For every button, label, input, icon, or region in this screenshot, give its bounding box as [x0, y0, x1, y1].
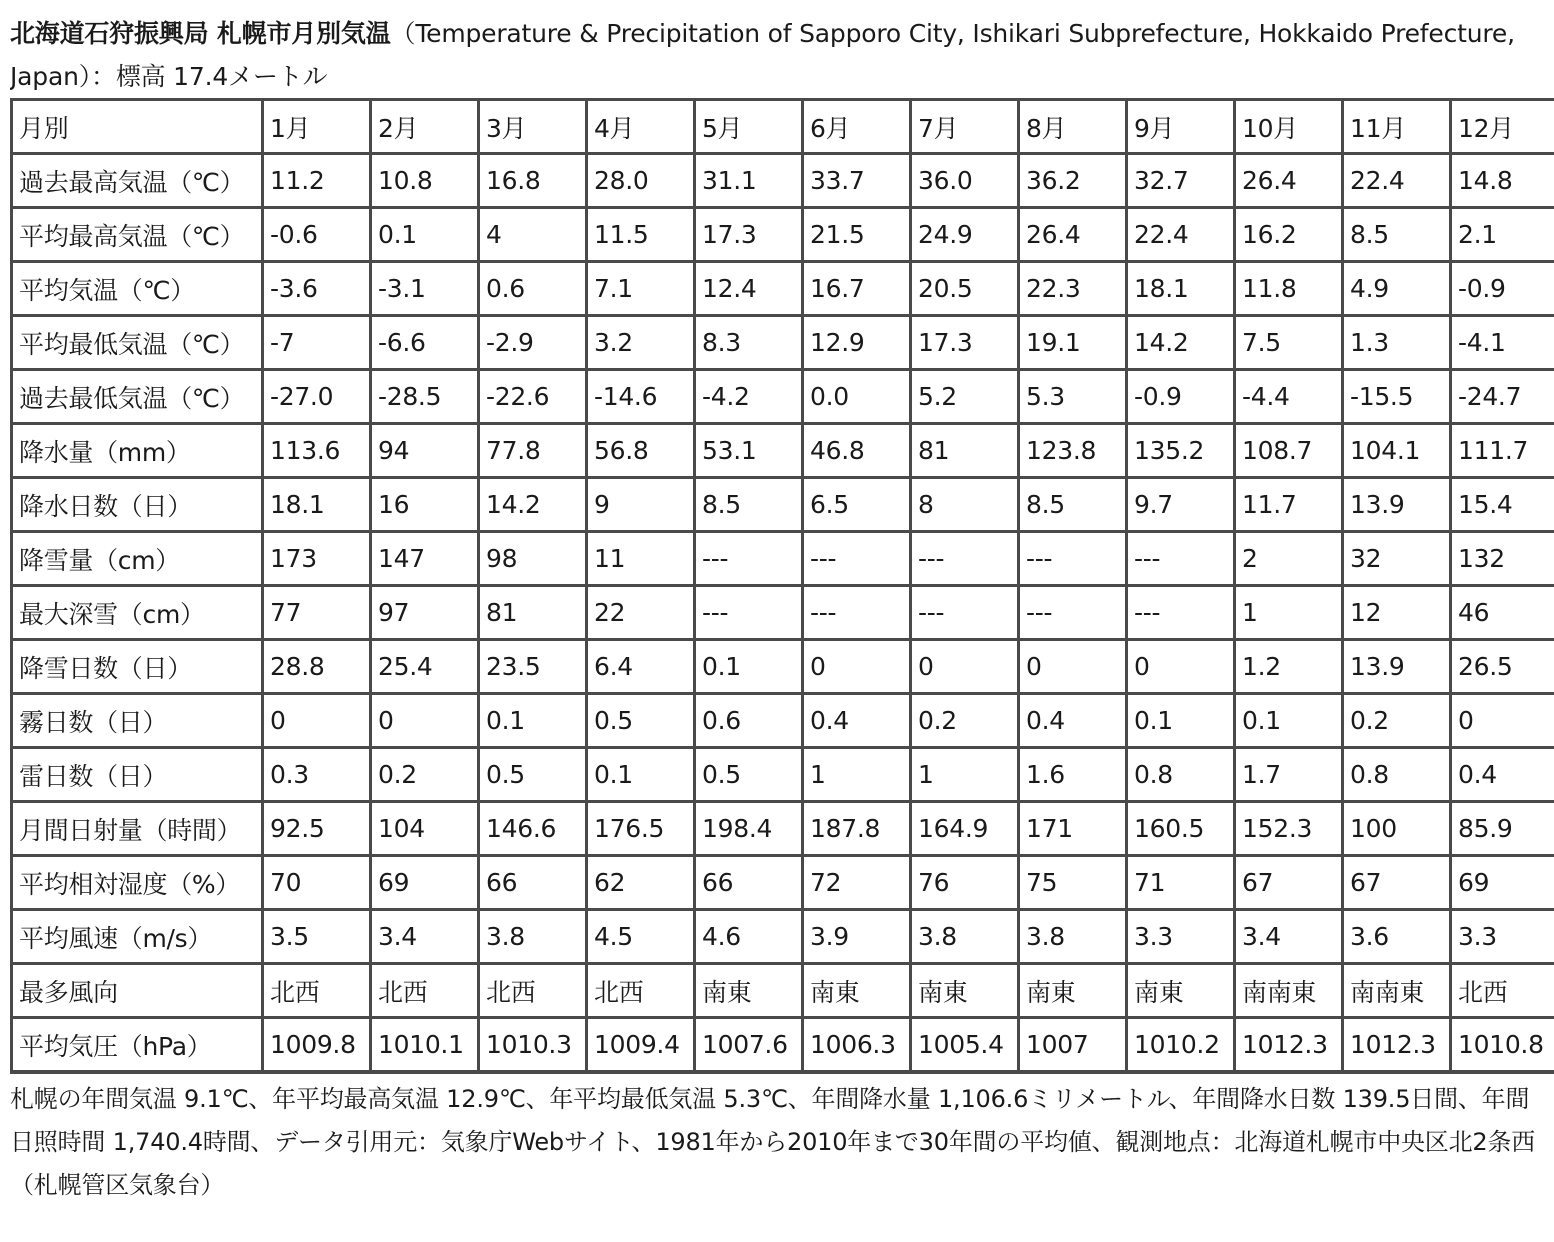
value-cell: 0.1: [695, 640, 803, 694]
header-month-cell: 12月: [1451, 100, 1554, 154]
value-cell: 0.4: [1019, 694, 1127, 748]
value-cell: 1: [911, 748, 1019, 802]
value-cell: 0: [1019, 640, 1127, 694]
value-cell: 0.2: [371, 748, 479, 802]
table-body: [12, 100, 1554, 1072]
value-cell: 3.2: [587, 316, 695, 370]
value-cell: 南南東: [1235, 964, 1343, 1018]
value-cell: 76: [911, 856, 1019, 910]
value-cell: 8.5: [695, 478, 803, 532]
value-cell: 67: [1235, 856, 1343, 910]
value-cell: 46: [1451, 586, 1554, 640]
value-cell: 8.5: [1019, 478, 1127, 532]
value-cell: 9.7: [1127, 478, 1235, 532]
value-cell: 14.8: [1451, 154, 1554, 208]
row-label-cell: 過去最高気温（℃）: [12, 154, 263, 208]
value-cell: 4.6: [695, 910, 803, 964]
value-cell: 0.8: [1127, 748, 1235, 802]
value-cell: 0: [263, 694, 371, 748]
value-cell: 33.7: [803, 154, 911, 208]
value-cell: -24.7: [1451, 370, 1554, 424]
value-cell: ---: [911, 586, 1019, 640]
value-cell: 24.9: [911, 208, 1019, 262]
value-cell: -22.6: [479, 370, 587, 424]
value-cell: 1.7: [1235, 748, 1343, 802]
row-label-cell: 平均最高気温（℃）: [12, 208, 263, 262]
header-row: [12, 100, 1554, 154]
value-cell: 南東: [1019, 964, 1127, 1018]
value-cell: 3.8: [479, 910, 587, 964]
value-cell: 4: [479, 208, 587, 262]
footer-note: 札幌の年間気温 9.1℃、年平均最高気温 12.9℃、年平均最低気温 5.3℃、年間降水量 1,106.6ミリメートル、年間降水日数 139.5日間、年間日照時間 1,740.4時間、データ引用元：気象庁Webサイト、1981年から2010年まで30年間の平均値、観測地点：北海道札幌市中央区北2条西（札幌管区気象台）: [10, 1085, 1536, 1199]
value-cell: 10.8: [371, 154, 479, 208]
value-cell: 0.5: [479, 748, 587, 802]
value-cell: 7.1: [587, 262, 695, 316]
value-cell: 7.5: [1235, 316, 1343, 370]
table-row: [12, 640, 1554, 694]
header-label-cell: 月別: [12, 100, 263, 154]
value-cell: 173: [263, 532, 371, 586]
value-cell: 南東: [1127, 964, 1235, 1018]
title-bold: 北海道石狩振興局 札幌市月別気温: [10, 19, 391, 48]
table-row: [12, 370, 1554, 424]
value-cell: -27.0: [263, 370, 371, 424]
value-cell: 1010.3: [479, 1018, 587, 1072]
value-cell: 146.6: [479, 802, 587, 856]
table-row: [12, 478, 1554, 532]
row-label-cell: 降雪日数（日）: [12, 640, 263, 694]
value-cell: 0.6: [479, 262, 587, 316]
value-cell: 0.2: [911, 694, 1019, 748]
value-cell: 14.2: [1127, 316, 1235, 370]
row-label-cell: 平均最低気温（℃）: [12, 316, 263, 370]
value-cell: 3.5: [263, 910, 371, 964]
value-cell: 8.5: [1343, 208, 1451, 262]
header-month-cell: 2月: [371, 100, 479, 154]
value-cell: 3.4: [371, 910, 479, 964]
value-cell: 南東: [803, 964, 911, 1018]
value-cell: 1.6: [1019, 748, 1127, 802]
value-cell: 11: [587, 532, 695, 586]
value-cell: 28.0: [587, 154, 695, 208]
value-cell: 北西: [263, 964, 371, 1018]
value-cell: 19.1: [1019, 316, 1127, 370]
value-cell: 11.8: [1235, 262, 1343, 316]
value-cell: 26.4: [1235, 154, 1343, 208]
value-cell: 100: [1343, 802, 1451, 856]
header-month-cell: 10月: [1235, 100, 1343, 154]
value-cell: 0.8: [1343, 748, 1451, 802]
table-row: [12, 910, 1554, 964]
value-cell: 1010.1: [371, 1018, 479, 1072]
table-row: [12, 964, 1554, 1018]
page-title: [10, 12, 1544, 98]
value-cell: 1009.4: [587, 1018, 695, 1072]
value-cell: 77: [263, 586, 371, 640]
value-cell: 113.6: [263, 424, 371, 478]
value-cell: 2: [1235, 532, 1343, 586]
value-cell: 5.2: [911, 370, 1019, 424]
value-cell: 北西: [1451, 964, 1554, 1018]
value-cell: 81: [911, 424, 1019, 478]
value-cell: 53.1: [695, 424, 803, 478]
value-cell: 1.2: [1235, 640, 1343, 694]
value-cell: 5.3: [1019, 370, 1127, 424]
value-cell: 0.1: [587, 748, 695, 802]
row-label-cell: 月間日射量（時間）: [12, 802, 263, 856]
value-cell: 南南東: [1343, 964, 1451, 1018]
value-cell: 3.8: [1019, 910, 1127, 964]
header-month-cell: 3月: [479, 100, 587, 154]
value-cell: 0.4: [803, 694, 911, 748]
row-label-cell: 平均気圧（hPa）: [12, 1018, 263, 1072]
value-cell: 北西: [371, 964, 479, 1018]
value-cell: 13.9: [1343, 478, 1451, 532]
value-cell: 62: [587, 856, 695, 910]
value-cell: 198.4: [695, 802, 803, 856]
value-cell: 108.7: [1235, 424, 1343, 478]
value-cell: -2.9: [479, 316, 587, 370]
row-label-cell: 降水日数（日）: [12, 478, 263, 532]
header-month-cell: 9月: [1127, 100, 1235, 154]
value-cell: 66: [479, 856, 587, 910]
value-cell: 0.1: [479, 694, 587, 748]
climate-table: [10, 98, 1554, 1074]
header-month-cell: 7月: [911, 100, 1019, 154]
value-cell: 132: [1451, 532, 1554, 586]
value-cell: 南東: [695, 964, 803, 1018]
value-cell: 8.3: [695, 316, 803, 370]
value-cell: ---: [695, 586, 803, 640]
value-cell: 28.8: [263, 640, 371, 694]
row-label-cell: 霧日数（日）: [12, 694, 263, 748]
value-cell: 13.9: [1343, 640, 1451, 694]
value-cell: 0.5: [695, 748, 803, 802]
value-cell: 4.9: [1343, 262, 1451, 316]
value-cell: 3.6: [1343, 910, 1451, 964]
table-row: [12, 1018, 1554, 1072]
value-cell: 22.4: [1343, 154, 1451, 208]
value-cell: 18.1: [263, 478, 371, 532]
value-cell: 1: [803, 748, 911, 802]
value-cell: 152.3: [1235, 802, 1343, 856]
value-cell: -4.2: [695, 370, 803, 424]
table-row: [12, 802, 1554, 856]
value-cell: 0: [911, 640, 1019, 694]
value-cell: 12: [1343, 586, 1451, 640]
value-cell: 22.4: [1127, 208, 1235, 262]
value-cell: 1012.3: [1235, 1018, 1343, 1072]
value-cell: 0: [1451, 694, 1554, 748]
value-cell: 25.4: [371, 640, 479, 694]
value-cell: 81: [479, 586, 587, 640]
table-row: [12, 154, 1554, 208]
value-cell: -3.1: [371, 262, 479, 316]
value-cell: 0.1: [1127, 694, 1235, 748]
value-cell: 1009.8: [263, 1018, 371, 1072]
value-cell: 1010.8: [1451, 1018, 1554, 1072]
value-cell: 26.5: [1451, 640, 1554, 694]
value-cell: 69: [1451, 856, 1554, 910]
row-label-cell: 平均風速（m/s）: [12, 910, 263, 964]
value-cell: 1010.2: [1127, 1018, 1235, 1072]
value-cell: -0.6: [263, 208, 371, 262]
value-cell: 18.1: [1127, 262, 1235, 316]
table-row: [12, 208, 1554, 262]
value-cell: 0: [803, 640, 911, 694]
value-cell: 3.9: [803, 910, 911, 964]
value-cell: -3.6: [263, 262, 371, 316]
table-row: [12, 316, 1554, 370]
header-month-cell: 6月: [803, 100, 911, 154]
value-cell: 0.3: [263, 748, 371, 802]
row-label-cell: 平均気温（℃）: [12, 262, 263, 316]
value-cell: 17.3: [695, 208, 803, 262]
value-cell: ---: [1019, 532, 1127, 586]
value-cell: 20.5: [911, 262, 1019, 316]
value-cell: 12.4: [695, 262, 803, 316]
value-cell: 16.8: [479, 154, 587, 208]
row-label-cell: 平均相対湿度（%）: [12, 856, 263, 910]
value-cell: 1005.4: [911, 1018, 1019, 1072]
table-row: [12, 424, 1554, 478]
value-cell: 164.9: [911, 802, 1019, 856]
row-label-cell: 最大深雪（cm）: [12, 586, 263, 640]
value-cell: 1006.3: [803, 1018, 911, 1072]
header-month-cell: 11月: [1343, 100, 1451, 154]
value-cell: 1007.6: [695, 1018, 803, 1072]
value-cell: -28.5: [371, 370, 479, 424]
value-cell: 南東: [911, 964, 1019, 1018]
value-cell: 22: [587, 586, 695, 640]
value-cell: 0.1: [371, 208, 479, 262]
row-label-cell: 雷日数（日）: [12, 748, 263, 802]
row-label-cell: 最多風向: [12, 964, 263, 1018]
value-cell: ---: [1019, 586, 1127, 640]
value-cell: 1012.3: [1343, 1018, 1451, 1072]
value-cell: 16.2: [1235, 208, 1343, 262]
value-cell: -4.4: [1235, 370, 1343, 424]
value-cell: 97: [371, 586, 479, 640]
value-cell: 160.5: [1127, 802, 1235, 856]
value-cell: 21.5: [803, 208, 911, 262]
value-cell: 36.0: [911, 154, 1019, 208]
value-cell: 16.7: [803, 262, 911, 316]
value-cell: 23.5: [479, 640, 587, 694]
value-cell: 15.4: [1451, 478, 1554, 532]
value-cell: 1.3: [1343, 316, 1451, 370]
value-cell: 135.2: [1127, 424, 1235, 478]
value-cell: 0.1: [1235, 694, 1343, 748]
table-row: [12, 856, 1554, 910]
value-cell: 94: [371, 424, 479, 478]
value-cell: 0: [371, 694, 479, 748]
value-cell: 176.5: [587, 802, 695, 856]
value-cell: 0.5: [587, 694, 695, 748]
value-cell: 2.1: [1451, 208, 1554, 262]
value-cell: 0.2: [1343, 694, 1451, 748]
header-month-cell: 5月: [695, 100, 803, 154]
value-cell: -4.1: [1451, 316, 1554, 370]
table-row: [12, 586, 1554, 640]
value-cell: 98: [479, 532, 587, 586]
value-cell: 8: [911, 478, 1019, 532]
value-cell: 69: [371, 856, 479, 910]
value-cell: 171: [1019, 802, 1127, 856]
value-cell: 111.7: [1451, 424, 1554, 478]
value-cell: 66: [695, 856, 803, 910]
value-cell: 32: [1343, 532, 1451, 586]
value-cell: 22.3: [1019, 262, 1127, 316]
value-cell: 9: [587, 478, 695, 532]
value-cell: 6.5: [803, 478, 911, 532]
value-cell: 147: [371, 532, 479, 586]
value-cell: 4.5: [587, 910, 695, 964]
table-row: [12, 694, 1554, 748]
value-cell: 0: [1127, 640, 1235, 694]
value-cell: 12.9: [803, 316, 911, 370]
value-cell: 77.8: [479, 424, 587, 478]
value-cell: -15.5: [1343, 370, 1451, 424]
value-cell: 67: [1343, 856, 1451, 910]
value-cell: 3.8: [911, 910, 1019, 964]
table-row: [12, 262, 1554, 316]
value-cell: ---: [911, 532, 1019, 586]
value-cell: 6.4: [587, 640, 695, 694]
header-month-cell: 8月: [1019, 100, 1127, 154]
value-cell: 1: [1235, 586, 1343, 640]
value-cell: 92.5: [263, 802, 371, 856]
value-cell: 104: [371, 802, 479, 856]
value-cell: 26.4: [1019, 208, 1127, 262]
value-cell: 3.3: [1451, 910, 1554, 964]
header-month-cell: 1月: [263, 100, 371, 154]
row-label-cell: 降水量（mm）: [12, 424, 263, 478]
value-cell: 11.7: [1235, 478, 1343, 532]
value-cell: ---: [1127, 586, 1235, 640]
value-cell: 85.9: [1451, 802, 1554, 856]
value-cell: 104.1: [1343, 424, 1451, 478]
value-cell: 3.4: [1235, 910, 1343, 964]
value-cell: 36.2: [1019, 154, 1127, 208]
value-cell: -7: [263, 316, 371, 370]
value-cell: 北西: [479, 964, 587, 1018]
value-cell: 14.2: [479, 478, 587, 532]
value-cell: 46.8: [803, 424, 911, 478]
value-cell: ---: [803, 586, 911, 640]
value-cell: 1007: [1019, 1018, 1127, 1072]
value-cell: 北西: [587, 964, 695, 1018]
value-cell: ---: [695, 532, 803, 586]
row-label-cell: 過去最低気温（℃）: [12, 370, 263, 424]
value-cell: -0.9: [1127, 370, 1235, 424]
value-cell: -0.9: [1451, 262, 1554, 316]
title-rest: （Temperature & Precipitation of Sapporo City, Ishikari Subprefecture, Hokkaido Prefecture, Japan）：標高 17.4メートル: [10, 19, 1515, 91]
value-cell: 0.6: [695, 694, 803, 748]
value-cell: -6.6: [371, 316, 479, 370]
value-cell: 56.8: [587, 424, 695, 478]
row-label-cell: 降雪量（cm）: [12, 532, 263, 586]
table-row: [12, 532, 1554, 586]
value-cell: 31.1: [695, 154, 803, 208]
header-month-cell: 4月: [587, 100, 695, 154]
value-cell: ---: [803, 532, 911, 586]
value-cell: 17.3: [911, 316, 1019, 370]
table-row: [12, 748, 1554, 802]
value-cell: 0.4: [1451, 748, 1554, 802]
value-cell: 187.8: [803, 802, 911, 856]
value-cell: 72: [803, 856, 911, 910]
value-cell: 75: [1019, 856, 1127, 910]
value-cell: 123.8: [1019, 424, 1127, 478]
value-cell: 32.7: [1127, 154, 1235, 208]
value-cell: ---: [1127, 532, 1235, 586]
value-cell: 71: [1127, 856, 1235, 910]
value-cell: 0.0: [803, 370, 911, 424]
value-cell: 11.5: [587, 208, 695, 262]
value-cell: 70: [263, 856, 371, 910]
value-cell: -14.6: [587, 370, 695, 424]
value-cell: 3.3: [1127, 910, 1235, 964]
value-cell: 11.2: [263, 154, 371, 208]
value-cell: 16: [371, 478, 479, 532]
